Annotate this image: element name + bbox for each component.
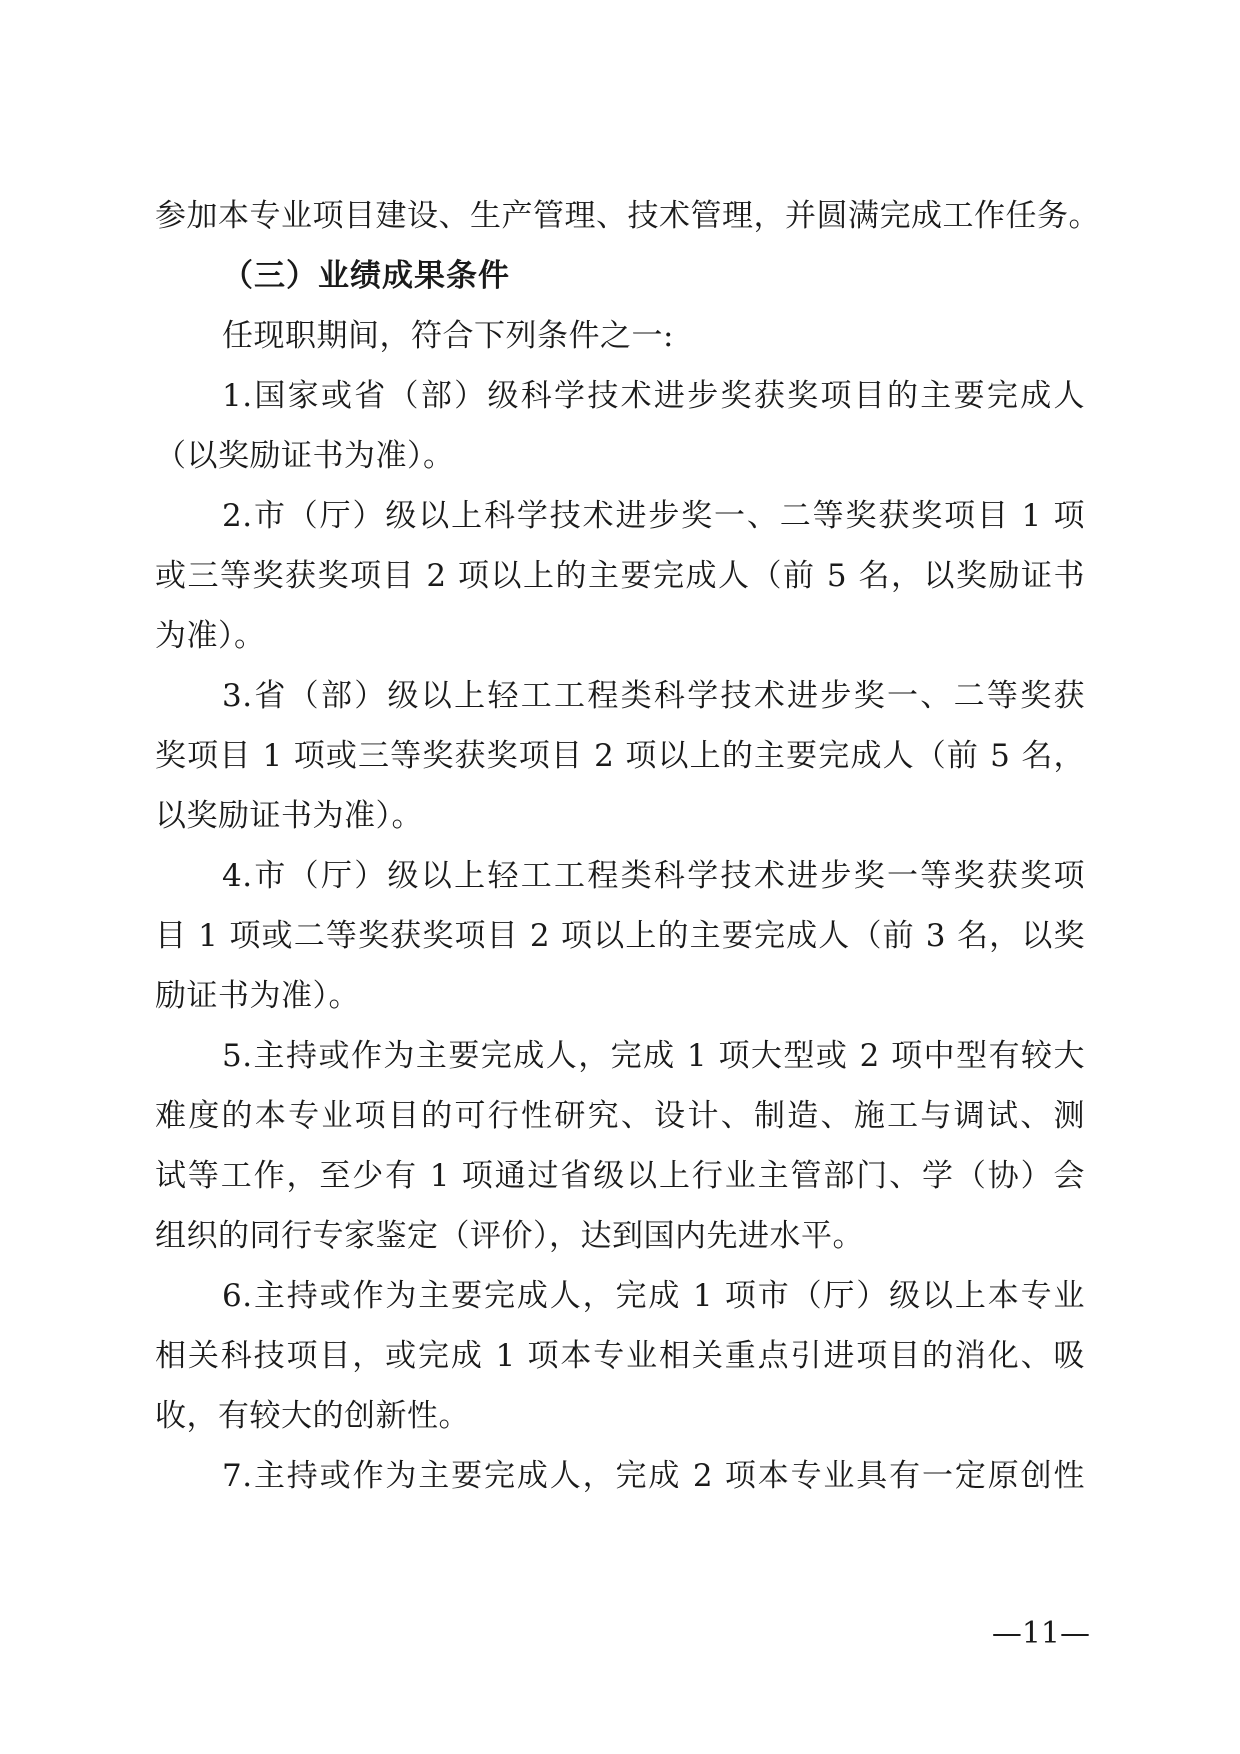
paragraph-line: 5.主持或作为主要完成人，完成 1 项大型或 2 项中型有较大 [222,1038,1085,1074]
paragraph-line: 试等工作，至少有 1 项通过省级以上行业主管部门、学（协）会 [155,1158,1085,1194]
paragraph-line: 难度的本专业项目的可行性研究、设计、制造、施工与调试、测 [155,1098,1085,1134]
paragraph-line: 为准）。 [155,618,266,654]
paragraph-line: 组织的同行专家鉴定（评价），达到国内先进水平。 [155,1218,864,1254]
paragraph-line: 任现职期间，符合下列条件之一: [222,318,674,354]
paragraph-line: 收，有较大的创新性。 [155,1398,470,1434]
paragraph-line: 相关科技项目，或完成 1 项本专业相关重点引进项目的消化、吸 [155,1338,1085,1374]
paragraph-line: 1.国家或省（部）级科学技术进步奖获奖项目的主要完成人 [222,378,1085,414]
paragraph-line: 4.市（厅）级以上轻工工程类科学技术进步奖一等奖获奖项 [222,858,1085,894]
paragraph-line: 或三等奖获奖项目 2 项以上的主要完成人（前 5 名，以奖励证书 [155,558,1085,594]
section-heading: （三）业绩成果条件 [222,258,510,294]
paragraph-line: 以奖励证书为准）。 [155,798,423,834]
paragraph-line: 奖项目 1 项或三等奖获奖项目 2 项以上的主要完成人（前 5 名， [155,738,1085,774]
paragraph-line: 7.主持或作为主要完成人，完成 2 项本专业具有一定原创性 [222,1458,1085,1494]
paragraph-line: （以奖励证书为准）。 [155,438,455,474]
paragraph-line: 3.省（部）级以上轻工工程类科学技术进步奖一、二等奖获 [222,678,1085,714]
paragraph-line: 励证书为准）。 [155,978,360,1014]
paragraph-line: 参加本专业项目建设、生产管理、技术管理，并圆满完成工作任务。 [155,198,1100,234]
paragraph-line: 2.市（厅）级以上科学技术进步奖一、二等奖获奖项目 1 项 [222,498,1085,534]
paragraph-line: 6.主持或作为主要完成人，完成 1 项市（厅）级以上本专业 [222,1278,1085,1314]
page-number: —11— [991,1616,1090,1651]
paragraph-line: 目 1 项或二等奖获奖项目 2 项以上的主要完成人（前 3 名，以奖 [155,918,1085,954]
